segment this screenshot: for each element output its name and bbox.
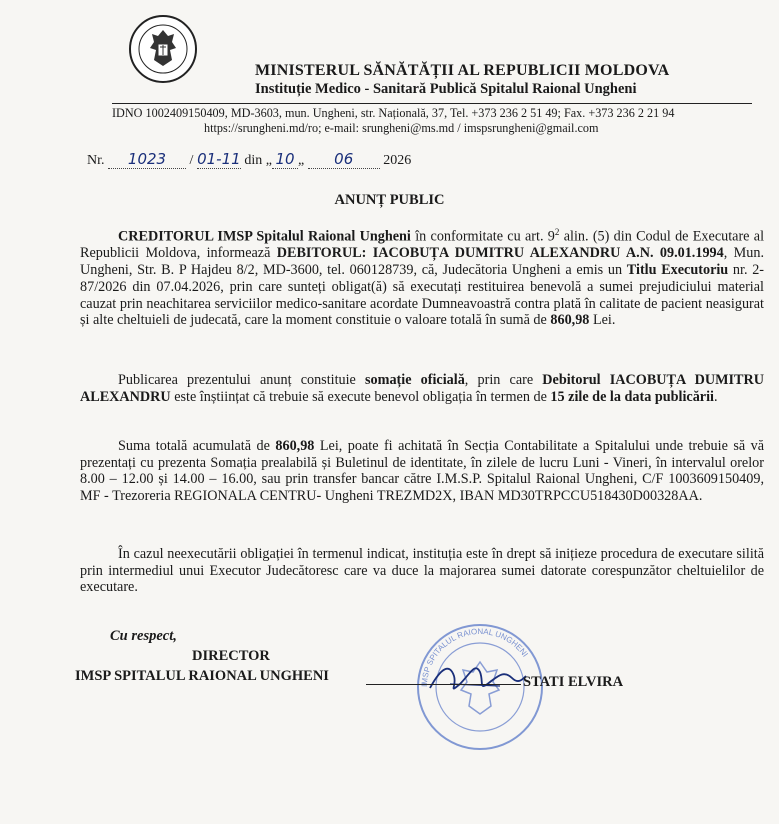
director-title: DIRECTOR — [192, 648, 270, 664]
institution-title: Instituție Medico - Sanitară Publică Spitalul Raional Ungheni — [255, 81, 637, 97]
ministry-title: MINISTERUL SĂNĂTĂȚII AL REPUBLICII MOLDOVA — [255, 62, 670, 79]
creditor-name: CREDITORUL IMSP Spitalul Raional Ungheni — [118, 228, 411, 245]
contact-line-1: IDNO 1002409150409, MD-3603, mun. Ungheni, str. Națională, 37, Tel. +373 236 2 51 49; Fax. +373 236 2 21 94 — [112, 106, 675, 120]
coat-of-arms-seal-icon — [128, 14, 198, 84]
closing-respect: Cu respect, — [110, 628, 177, 644]
nr-separator: / — [189, 153, 194, 168]
signature-line — [366, 684, 521, 685]
nr-label: Nr. — [87, 153, 105, 168]
amount: 860,98 — [550, 312, 590, 329]
date-year: 2026 — [383, 153, 412, 168]
paragraph-creditor-notice: CREDITORUL IMSP Spitalul Raional Ungheni în conformitate cu art. $9^2$ alin. (5) din Codul de Executare al Republicii Moldova, informează DEBITORUL: IACOBUȚA DUMITRU ALEXANDRU A.N. 09.01.1994, Mun. Ungheni, Str. B. P Hajdeu 8/2, MD-3600, tel. 060128739, că, Judecătoria Ungheni a emis un Titlu Executoriu nr. 2-87/2026 din 07.04.2026, prin care sunteți obligat(ă) să executați restituirea benevolă a sumei prejudiciului material cauzat prin neachitarea serviciilor medico-sanitare acordate Dumneavoastră contra plată în calitate de pacient neasigurat și alte cheltuieli de judecată, care la moment constituie o valoare totală în sumă de 860,98 Lei. — [80, 227, 765, 329]
document-reference: Nr. 1023 / 01-11 din „ 10 „ 06 2026 — [87, 150, 412, 168]
nr-code: 01-11 — [197, 150, 241, 168]
signatory-institution: IMSP SPITALUL RAIONAL UNGHENI — [75, 668, 329, 684]
document-title: ANUNȚ PUBLIC — [334, 192, 445, 208]
contact-info — [112, 103, 752, 136]
paragraph-enforcement-warning: În cazul neexecutării obligației în termenul indicat, instituția este în drept să inițieze procedura de executare silită prin intermediul unui Executor Judecătoresc care va duce la majorarea sumei datorate corespunzător cheltuielilor de executare. — [80, 546, 764, 596]
debtor-name: DEBITORUL: IACOBUȚA DUMITRU ALEXANDRU A.N. 09.01.1994 — [276, 245, 724, 262]
date-day: 10 — [272, 150, 298, 169]
paragraph-payment-details: Suma totală acumulată de 860,98 Lei, poate fi achitată în Secția Contabilitate a Spitalului unde trebuie să vă prezentați cu prezenta Somația prealabilă și Buletinul de identitate, în zilele de lucru Luni - Vineri, în intervalul orelor 8.00 – 12.00 și 14.00 – 16.00, sau prin transfer bancar către I.M.S.P. Spitalul Raional Ungheni, C/F 1003609150409, MF - Trezoreria REGIONALA CENTRU- Ungheni TREZMD2X, IBAN MD30TRPCCU518430D00328AA. — [80, 438, 765, 505]
din-label: din „ — [244, 153, 272, 168]
nr-value: 1023 — [108, 150, 186, 169]
director-signature — [420, 656, 530, 701]
contact-line-2: https://srungheni.md/ro; e-mail: srungheni@ms.md / imspsrungheni@gmail.com — [204, 121, 599, 135]
paragraph-official-summons: Publicarea prezentului anunț constituie somație oficială, prin care Debitorul IACOBUȚA DUMITRU ALEXANDRU este înștiințat că trebuie să execute benevol obligația în termen de 15 zile de la data publicării. — [80, 372, 764, 405]
svg-text:IMSP SPITALUL RAIONAL UNGHENI: IMSP SPITALUL RAIONAL UNGHENI — [419, 626, 530, 688]
director-name: STATI ELVIRA — [523, 674, 624, 690]
date-month: 06 — [308, 150, 380, 169]
